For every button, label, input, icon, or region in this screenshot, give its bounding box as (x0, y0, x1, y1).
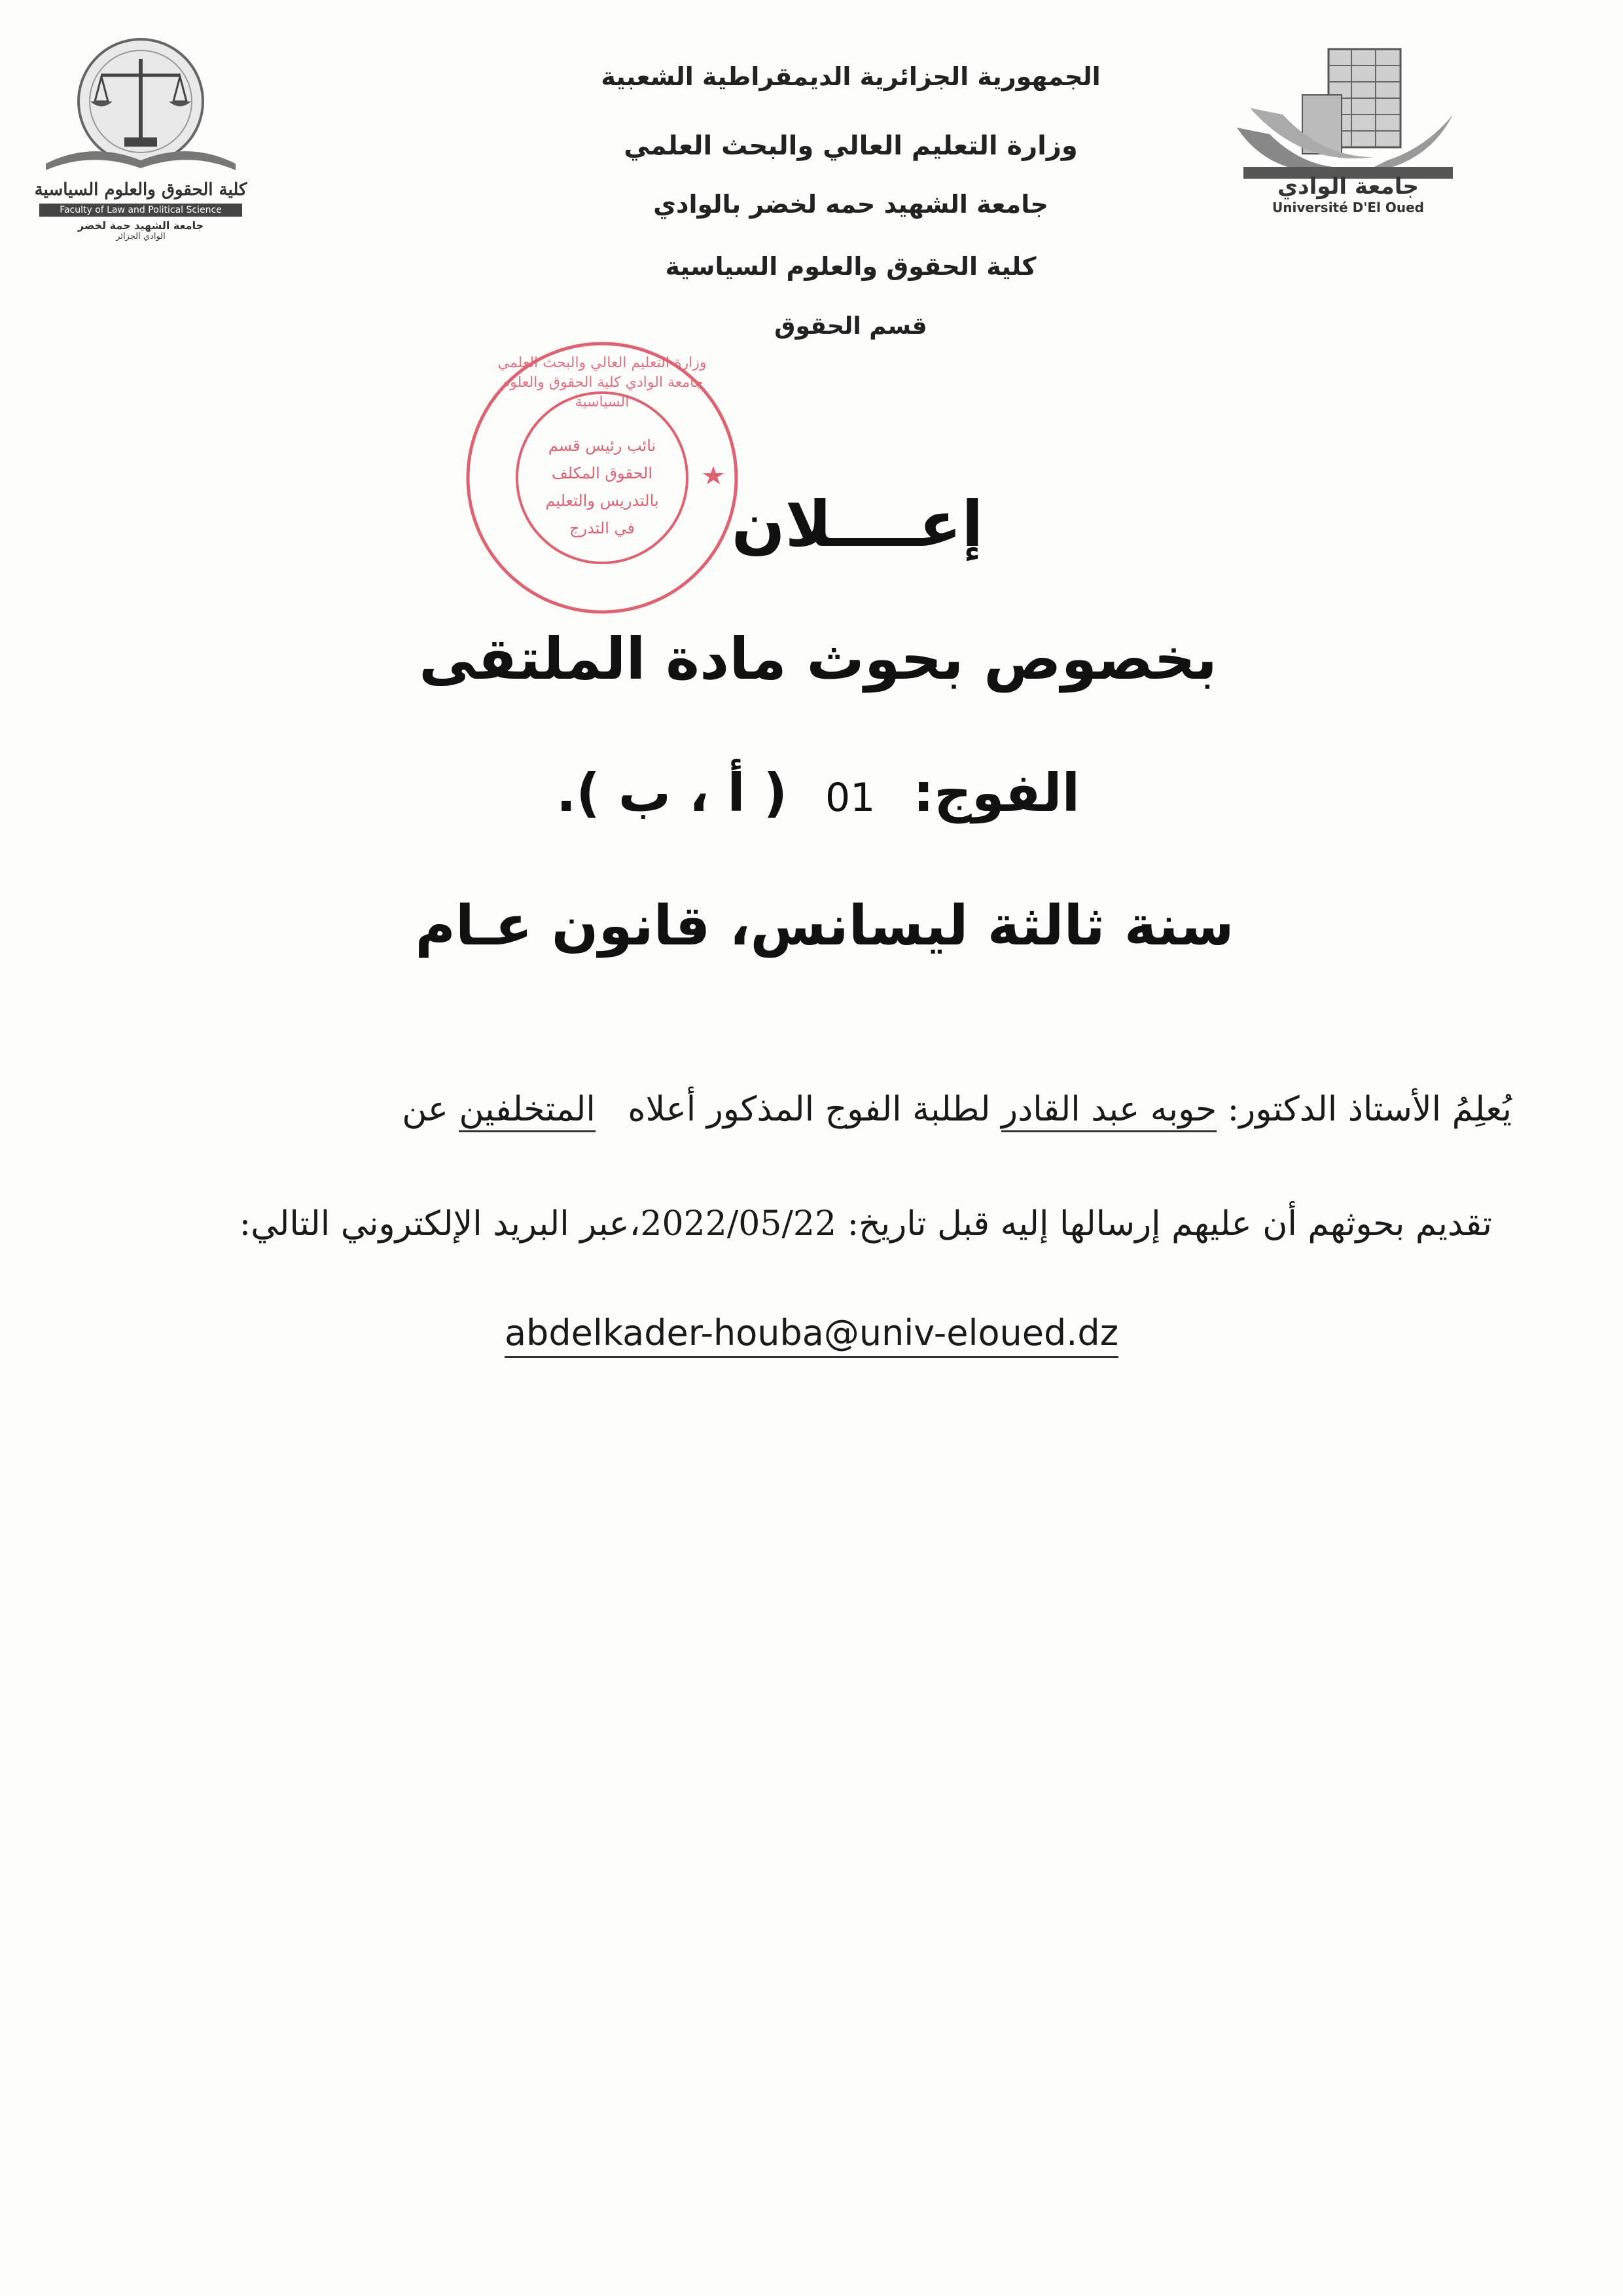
faculty-name-en: Faculty of Law and Political Science (39, 204, 242, 217)
stamp-inner-4: في التدرج (569, 519, 635, 537)
group-sections: ( أ ، ب ). (556, 762, 788, 823)
announcement-title: إعــــلان (731, 488, 984, 561)
university-name-fr: Université D'El Oued (1272, 200, 1424, 215)
official-stamp (458, 334, 746, 622)
header-republic: الجمهورية الجزائرية الديمقراطية الشعبية (601, 62, 1101, 91)
email-address[interactable] (0, 1312, 1623, 1354)
group-label: الفوج: (913, 762, 1080, 823)
announcement-subject: بخصوص بحوث مادة الملتقى (419, 625, 1217, 692)
faculty-sub1: جامعة الشهيد حمة لخضر (77, 219, 204, 232)
university-name-ar: جامعة الوادي (1277, 173, 1419, 200)
year-program: سنة ثالثة ليسانس، قانون عـام (415, 893, 1234, 958)
stamp-inner-3: بالتدريس والتعليم (545, 492, 659, 510)
group-line (7, 762, 1623, 823)
faculty-sub2: الوادي الجزائر (116, 232, 166, 242)
body-line-2: تقديم بحوثهم أن عليهم إرسالها إليه قبل تاريخ: 2022/05/22،عبر البريد الإلكتروني التالي: (239, 1204, 1492, 1244)
body-students: لطلبة الفوج المذكور أعلاه (628, 1090, 991, 1129)
stamp-outer-text: وزارة التعليم العالي والبحث العلمي جامعة الوادي كلية الحقوق والعلوم السياسية (497, 355, 707, 410)
body-p1-end: عن (402, 1090, 448, 1129)
late-students: المتخلفين (459, 1090, 595, 1132)
faculty-name-ar: كلية الحقوق والعلوم السياسية (34, 180, 247, 200)
header-university: جامعة الشهيد حمه لخضر بالوادي (653, 190, 1048, 219)
body-line-1 (402, 1090, 1512, 1129)
header-ministry: وزارة التعليم العالي والبحث العلمي (624, 131, 1078, 161)
header-department: قسم الحقوق (774, 313, 927, 340)
stamp-inner-2: الحقوق المكلف (551, 464, 653, 482)
group-number: 01 (825, 775, 876, 821)
body-intro: يُعلِمُ الأستاذ الدكتور: (1227, 1090, 1512, 1129)
header-faculty: كلية الحقوق والعلوم السياسية (665, 252, 1037, 281)
stamp-inner-1: نائب رئيس قسم (548, 437, 656, 455)
professor-name: حوبه عبد القادر (1001, 1090, 1217, 1132)
email-link[interactable]: abdelkader-houba@univ-eloued.dz (505, 1312, 1118, 1358)
